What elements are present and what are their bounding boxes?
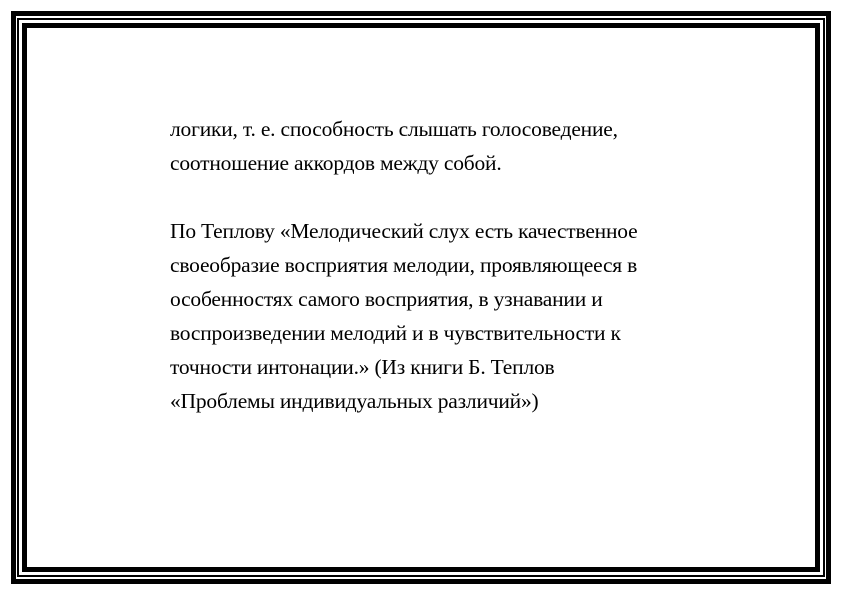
text-line: По Теплову «Мелодический слух есть качественное — [170, 219, 638, 243]
text-line: «Проблемы индивидуальных различий») — [170, 389, 539, 413]
text-line: точности интонации.» (Из книги Б. Теплов — [170, 355, 555, 379]
text-line: логики, т. е. способность слышать голосоведение, — [170, 117, 618, 141]
text-line: соотношение аккордов между собой. — [170, 151, 502, 175]
slide-text-content — [170, 112, 730, 418]
text-line: особенностях самого восприятия, в узнавании и — [170, 287, 603, 311]
text-line: воспроизведении мелодий и в чувствительности к — [170, 321, 621, 345]
text-line: своеобразие восприятия мелодии, проявляющееся в — [170, 253, 638, 277]
paragraph-2-quote — [170, 214, 730, 418]
paragraph-spacer — [170, 180, 730, 214]
paragraph-1 — [170, 112, 730, 180]
